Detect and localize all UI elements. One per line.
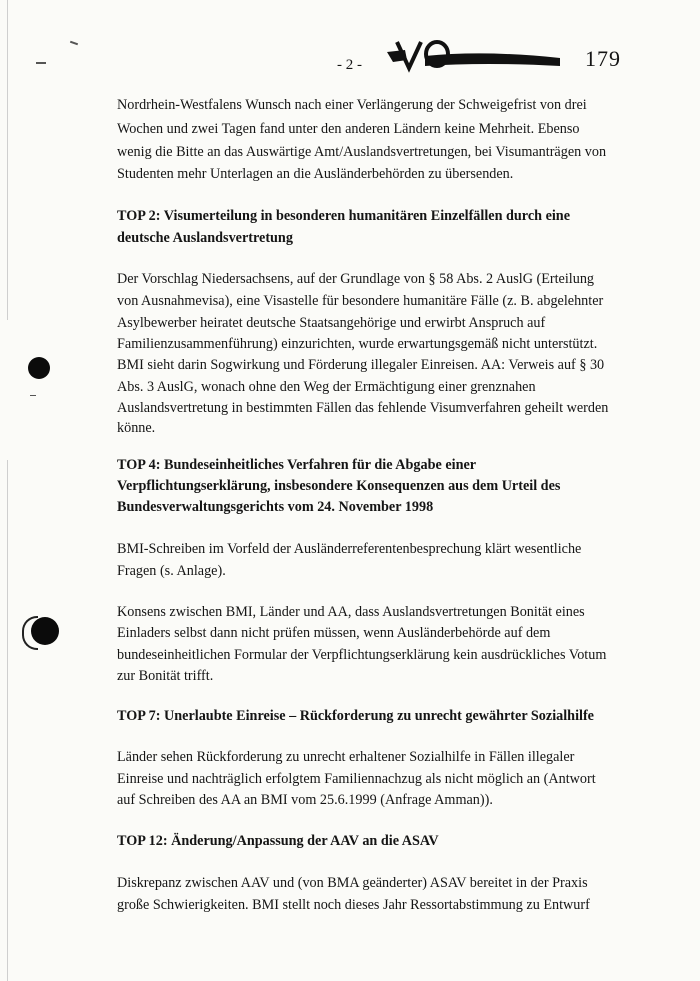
text-line: Fragen (s. Anlage). [117,563,226,579]
text-line: Einladers selbst dann nicht prüfen müssen, wenn Ausländerbehörde auf dem [117,625,551,641]
heading-line: Verpflichtungserklärung, insbesondere Konsequenzen aus dem Urteil des [117,478,561,494]
scan-speck [70,41,78,46]
text-line: Auslandsvertretung in bestimmten Fällen das fehlende Visumverfahren geheilt werden [117,400,609,416]
text-line: Abs. 3 AuslG, wonach ohne den Weg der Ermächtigung einer grenznahen [117,379,536,395]
text-line: Nordrhein-Westfalens Wunsch nach einer Verlängerung der Schweigefrist von drei [117,97,587,113]
text-line: BMI sieht darin Sogwirkung und Förderung illegaler Einreisen. AA: Verweis auf § 30 [117,357,605,373]
scan-speck [36,62,46,64]
text-line: Länder sehen Rückforderung zu unrecht erhaltener Sozialhilfe in Fällen illegaler [117,749,575,765]
text-line: Einreise und nachträglich erfolgtem Familiennachzug als nicht möglich an (Antwort [117,771,596,787]
text-line: Familienzusammenführung) einzurichten, wurde erwartungsgemäß nicht unterstützt. [117,336,598,352]
text-line: wenig die Bitte an das Auswärtige Amt/Auslandsvertretungen, bei Visumanträgen von [117,144,607,160]
text-line: auf Schreiben des AA an BMI vom 25.6.1999 (Anfrage Amman)). [117,792,493,808]
punch-hole-upper [28,357,50,379]
scan-edge-line [7,460,8,981]
heading-line: TOP 12: Änderung/Anpassung der AAV an die ASAV [117,833,439,849]
text-line: Wochen und zwei Tagen fand unter den anderen Ländern keine Mehrheit. Ebenso [117,121,580,137]
scan-edge-line [7,0,8,320]
heading-line: deutsche Auslandsvertretung [117,230,293,246]
punch-hole-ring [22,616,38,650]
page-number: - 2 - [337,57,362,73]
text-line: Studenten mehr Unterlagen an die Ausländerbehörden zu übersenden. [117,166,514,182]
text-line: Der Vorschlag Niedersachsens, auf der Grundlage von § 58 Abs. 2 AuslG (Erteilung [117,271,595,287]
heading-line: TOP 4: Bundeseinheitliches Verfahren für die Abgabe einer [117,457,477,473]
redaction-mark [385,36,560,74]
text-line: bundeseinheitlichen Formular der Verpflichtungserklärung kein ausdrückliches Votum [117,647,607,663]
scan-speck [30,395,36,396]
heading-line: TOP 7: Unerlaubte Einreise – Rückforderung zu unrecht gewährter Sozialhilfe [117,708,594,724]
heading-line: Bundesverwaltungsgerichts vom 24. November 1998 [117,499,434,515]
text-line: zur Bonität trifft. [117,668,214,684]
text-line: Asylbewerber heiratet deutsche Staatsangehörige und erwirbt Anspruch auf [117,315,546,331]
text-line: könne. [117,420,156,436]
text-line: von Ausnahmevisa), eine Visastelle für besondere humanitäre Fälle (z. B. abgelehnter [117,293,604,309]
text-line: große Schwierigkeiten. BMI stellt noch dieses Jahr Ressortabstimmung zu Entwurf [117,897,590,913]
heading-line: TOP 2: Visumerteilung in besonderen humanitären Einzelfällen durch eine [117,208,570,224]
text-line: BMI-Schreiben im Vorfeld der Ausländerreferentenbesprechung klärt wesentliche [117,541,582,557]
text-line: Konsens zwischen BMI, Länder und AA, dass Auslandsvertretungen Bonität eines [117,604,585,620]
text-line: Diskrepanz zwischen AAV und (von BMA geänderter) ASAV bereitet in der Praxis [117,875,588,891]
folio-number: 179 [585,46,621,71]
